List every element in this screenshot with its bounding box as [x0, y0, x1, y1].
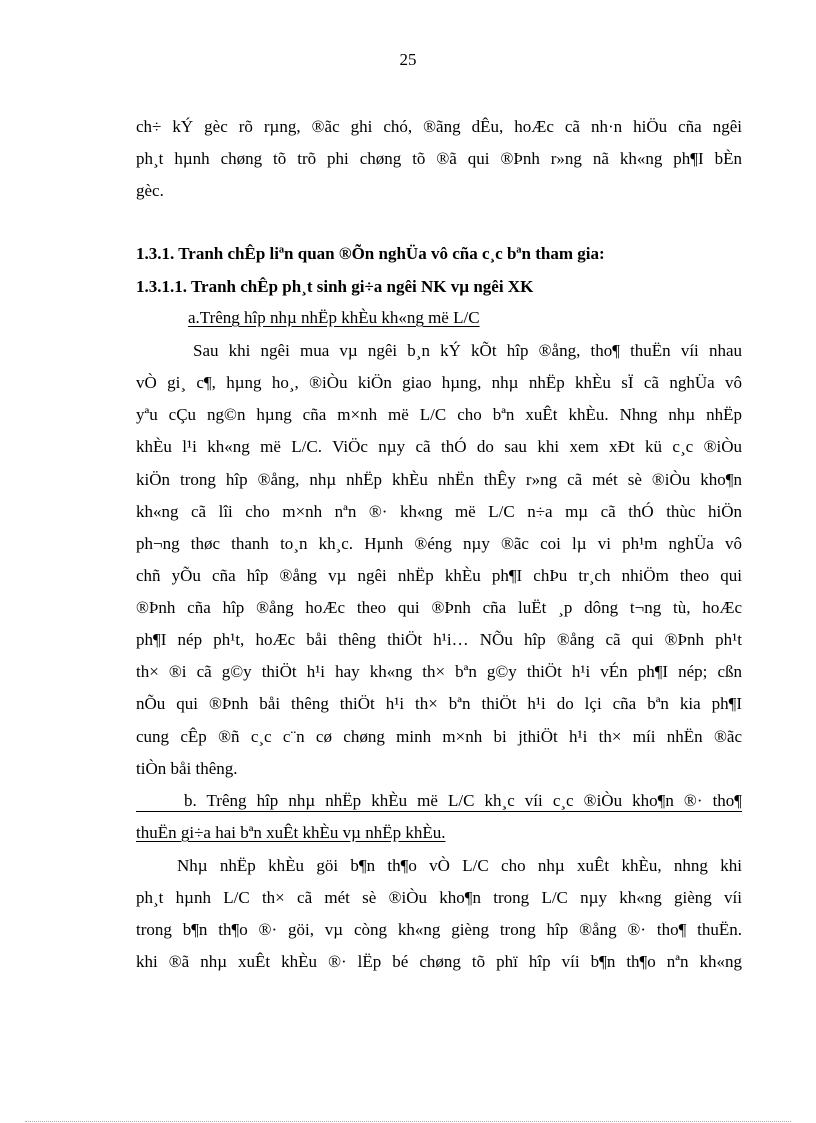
- section-heading-1-3-1-1: 1.3.1.1. Tranh chÊp ph¸t sinh gi÷a ngêi NK vµ ngêi XK: [136, 277, 534, 296]
- paragraph-line: nÕu qui ®Þnh båi thêng thiÖt h¹i th× bªn thiÖt h¹i do lçi cña bªn kia ph¶I: [136, 694, 742, 713]
- section-heading-1-3-1: 1.3.1. Tranh chÊp liªn quan ®Õn nghÜa vô cña c¸c bªn tham gia:: [136, 244, 605, 263]
- paragraph-line: ph¶I nép ph¹t, hoÆc båi thêng thiÖt h¹i… NÕu hîp ®ång cã qui ®Þnh ph¹t: [136, 630, 742, 649]
- paragraph-line: ph¸t hµnh L/C th× cã mét sè ®iÒu kho¶n trong L/C nµy kh«ng gièng víi: [136, 888, 742, 907]
- paragraph-line: khÈu l¹i kh«ng më L/C. ViÖc nµy cã thÓ do sau khi xem xÐt kü c¸c ®iÒu: [136, 437, 742, 456]
- paragraph-line: tiÒn båi thêng.: [136, 759, 238, 778]
- paragraph-line: kiÖn trong hîp ®ång, nhµ nhËp khÈu nhËn thÊy r»ng cã mét sè ®iÒu kho¶n: [136, 470, 742, 489]
- paragraph-line: Nhµ nhËp khÈu göi b¶n th¶o vÒ L/C cho nhµ xuÊt khÈu, nhng khi: [177, 856, 742, 875]
- paragraph-line: cung cÊp ®ñ c¸c c¨n cø chøng minh m×nh bi jthiÖt h¹i th× míi nhËn ®ãc: [136, 727, 742, 746]
- paragraph-line: ph¬ng thøc thanh to¸n kh¸c. Hµnh ®éng nµy ®ãc coi lµ vi ph¹m nghÜa vô: [136, 534, 742, 553]
- subheading-a: a.Trêng hîp nhµ nhËp khÈu kh«ng më L/C: [188, 308, 480, 327]
- paragraph-line: gèc.: [136, 181, 164, 200]
- paragraph-line: Sau khi ngêi mua vµ ngêi b¸n kÝ kÕt hîp ®ång, tho¶ thuËn víi nhau: [193, 341, 742, 360]
- paragraph-line: chñ yÕu cña hîp ®ång vµ ngêi nhËp khÈu ph¶I chÞu tr¸ch nhiÖm theo qui: [136, 566, 742, 585]
- paragraph-line: ph¸t hµnh chøng tõ trõ phi chøng tõ ®ã qui ®Þnh r»ng nã kh«ng ph¶I bÈn: [136, 149, 742, 168]
- subheading-b-continued: thuËn gi÷a hai bªn xuÊt khÈu vµ nhËp khÈu.: [136, 823, 446, 842]
- page-number: 25: [399, 50, 417, 69]
- paragraph-line: ®Þnh cña hîp ®ång hoÆc theo qui ®Þnh cña luËt ¸p dông t¬ng tù, hoÆc: [136, 598, 742, 617]
- paragraph-line: ch÷ kÝ gèc rõ rµng, ®ãc ghi chó, ®ãng dÊu, hoÆc cã nh·n hiÖu cña ngêi: [136, 117, 742, 136]
- paragraph-line: th× ®i cã g©y thiÖt h¹i hay kh«ng th× bªn g©y thiÖt h¹i vÉn ph¶I nép; cßn: [136, 662, 742, 681]
- paragraph-line: trong b¶n th¶o ®· göi, vµ còng kh«ng gièng trong hîp ®ång ®· tho¶ thuËn.: [136, 920, 742, 939]
- page-bottom-border: [25, 1121, 791, 1122]
- paragraph-line: vÒ gi¸ c¶, hµng ho¸, ®iÒu kiÖn giao hµng, nhµ nhËp khÈu sÏ cã nghÜa vô: [136, 373, 742, 392]
- paragraph-line: kh«ng cã lîi cho m×nh nªn ®· kh«ng më L/C n÷a mµ cã thÓ thùc hiÖn: [136, 502, 742, 521]
- paragraph-line: yªu cÇu ng©n hµng cña m×nh më L/C cho bªn xuÊt khÈu. Nhng nhµ nhËp: [136, 405, 742, 424]
- paragraph-line: khi ®ã nhµ xuÊt khÈu ®· lËp bé chøng tõ phï hîp víi b¶n th¶o nªn kh«ng: [136, 952, 742, 971]
- subheading-b: b. Trêng hîp nhµ nhËp khÈu më L/C kh¸c víi c¸c ®iÒu kho¶n ®· tho¶: [136, 790, 742, 812]
